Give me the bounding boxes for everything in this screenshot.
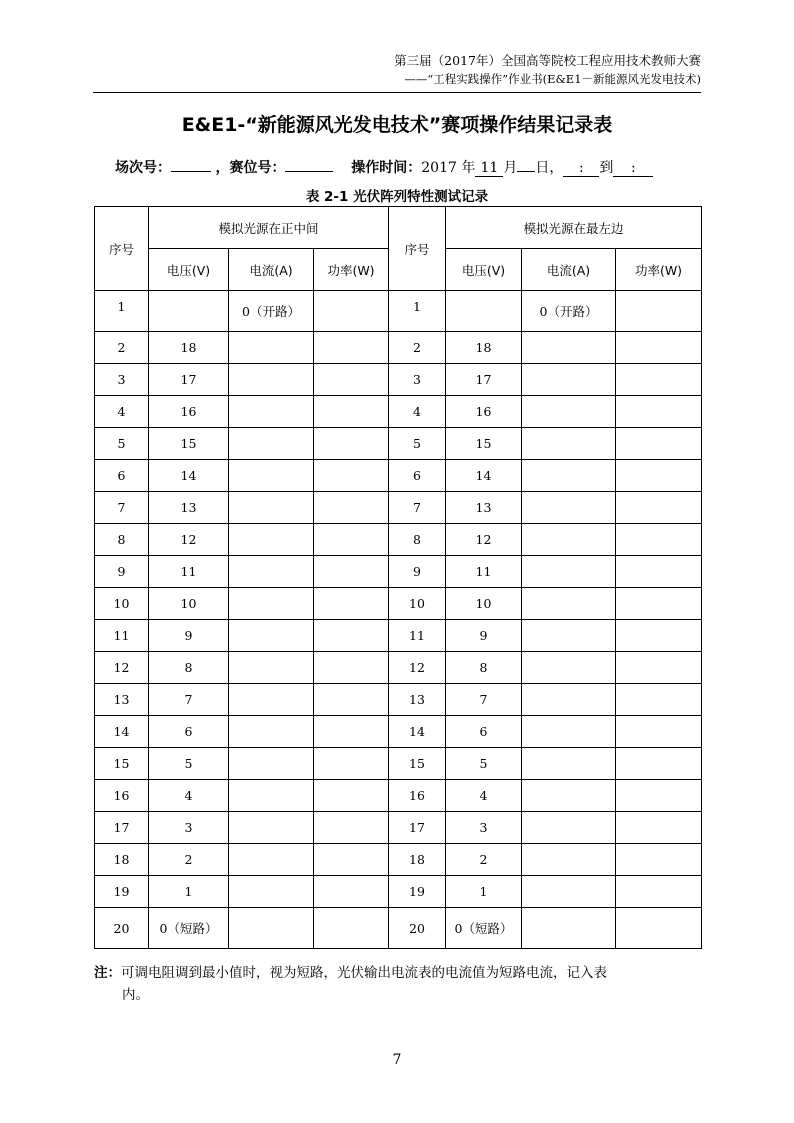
seq-cell-right: 13 [389, 684, 446, 716]
current-cell-right [522, 428, 616, 460]
power-cell-right[interactable] [616, 588, 702, 620]
voltage-cell-left: 18 [149, 332, 229, 364]
power-cell-right[interactable] [616, 492, 702, 524]
current-cell-left [229, 428, 314, 460]
current-cell-right [522, 844, 616, 876]
current-cell-left [229, 492, 314, 524]
seq-cell-left: 18 [95, 844, 149, 876]
table-row [95, 492, 702, 524]
current-cell-left [229, 844, 314, 876]
current-cell-right: 0（开路） [522, 291, 616, 332]
power-cell-right[interactable] [616, 460, 702, 492]
current-cell-left [229, 780, 314, 812]
table-row [95, 620, 702, 652]
current-cell-left [229, 524, 314, 556]
table-row [95, 428, 702, 460]
power-cell-right[interactable] [616, 716, 702, 748]
power-header: 功率(W) [314, 249, 389, 291]
power-cell-left[interactable] [314, 588, 389, 620]
end-time-sep: : [631, 160, 636, 176]
current-cell-left [229, 332, 314, 364]
voltage-cell-right: 7 [446, 684, 522, 716]
voltage-cell-left: 5 [149, 748, 229, 780]
power-cell-left[interactable] [314, 524, 389, 556]
voltage-cell-right: 1 [446, 876, 522, 908]
power-header: 功率(W) [616, 249, 702, 291]
current-header: 电流(A) [522, 249, 616, 291]
seq-cell-left: 17 [95, 812, 149, 844]
table-row [95, 812, 702, 844]
seq-cell-right: 18 [389, 844, 446, 876]
table-caption: 表 2-1 光伏阵列特性测试记录 [305, 189, 489, 205]
current-cell-right [522, 524, 616, 556]
seq-cell-right: 14 [389, 716, 446, 748]
note-text: 可调电阻调到最小值时，视为短路，光伏输出电流表的电流值为短路电流，记入表 [121, 965, 607, 981]
power-cell-right[interactable] [616, 748, 702, 780]
current-cell-right [522, 652, 616, 684]
power-cell-left[interactable] [314, 684, 389, 716]
power-cell-left[interactable] [314, 844, 389, 876]
day-unit: 日， [535, 160, 564, 176]
current-cell-right [522, 364, 616, 396]
voltage-cell-right: 9 [446, 620, 522, 652]
power-cell-right[interactable] [616, 876, 702, 908]
voltage-cell-right: 12 [446, 524, 522, 556]
current-cell-left [229, 588, 314, 620]
seq-cell-left: 3 [95, 364, 149, 396]
current-cell-left [229, 460, 314, 492]
voltage-cell-left: 9 [149, 620, 229, 652]
seq-cell-right: 19 [389, 876, 446, 908]
voltage-cell-left: 10 [149, 588, 229, 620]
page-header [394, 52, 701, 88]
table-row [95, 396, 702, 428]
header-line-2: ——“工程实践操作”作业书(E&E1－新能源风光发电技术) [404, 72, 701, 86]
current-cell-left [229, 876, 314, 908]
seq-cell-right: 16 [389, 780, 446, 812]
current-cell-right [522, 684, 616, 716]
power-cell-left[interactable] [314, 332, 389, 364]
current-cell-right [522, 780, 616, 812]
start-time-sep: : [579, 160, 584, 176]
voltage-cell-left: 4 [149, 780, 229, 812]
start-time-blank[interactable] [563, 160, 599, 177]
voltage-cell-left: 15 [149, 428, 229, 460]
power-cell-right[interactable] [616, 780, 702, 812]
session-info-line [115, 155, 653, 177]
seq-cell-left: 11 [95, 620, 149, 652]
table-row [95, 716, 702, 748]
voltage-header: 电压(V) [446, 249, 522, 291]
seq-cell-right: 6 [389, 460, 446, 492]
power-cell-left[interactable] [314, 291, 389, 332]
voltage-cell-left: 1 [149, 876, 229, 908]
seq-cell-left: 10 [95, 588, 149, 620]
voltage-cell-left: 8 [149, 652, 229, 684]
seq-cell-right: 2 [389, 332, 446, 364]
current-cell-right [522, 748, 616, 780]
voltage-cell-right: 10 [446, 588, 522, 620]
power-cell-left[interactable] [314, 364, 389, 396]
seq-cell-left: 16 [95, 780, 149, 812]
voltage-cell-right: 0（短路） [446, 908, 522, 949]
voltage-cell-right: 2 [446, 844, 522, 876]
power-cell-left[interactable] [314, 716, 389, 748]
voltage-cell-right: 17 [446, 364, 522, 396]
seq-cell-left: 4 [95, 396, 149, 428]
table-row [95, 748, 702, 780]
voltage-cell-left: 12 [149, 524, 229, 556]
current-cell-left [229, 364, 314, 396]
power-cell-right[interactable] [616, 524, 702, 556]
seq-cell-left: 15 [95, 748, 149, 780]
to-text: 到 [599, 160, 614, 176]
current-cell-right [522, 908, 616, 949]
seq-cell-left: 20 [95, 908, 149, 949]
seq-cell-left: 14 [95, 716, 149, 748]
voltage-cell-left: 13 [149, 492, 229, 524]
power-cell-left[interactable] [314, 396, 389, 428]
voltage-cell-right: 3 [446, 812, 522, 844]
header-line-1: 第三届（2017年）全国高等院校工程应用技术教师大赛 [394, 53, 701, 68]
voltage-cell-right: 6 [446, 716, 522, 748]
current-cell-left [229, 684, 314, 716]
seq-cell-right: 1 [389, 291, 446, 332]
pv-test-record-table [94, 206, 702, 949]
power-cell-left[interactable] [314, 556, 389, 588]
voltage-cell-right: 5 [446, 748, 522, 780]
table-row [95, 652, 702, 684]
page-number: 7 [392, 1052, 402, 1068]
voltage-cell-right: 14 [446, 460, 522, 492]
table-row [95, 291, 702, 332]
current-cell-left [229, 812, 314, 844]
header-rule [93, 92, 701, 93]
venue-label: 场次号： [115, 160, 171, 176]
venue-blank[interactable] [171, 155, 211, 172]
power-cell-left[interactable] [314, 780, 389, 812]
current-cell-left [229, 396, 314, 428]
current-cell-left [229, 556, 314, 588]
seq-cell-right: 9 [389, 556, 446, 588]
power-cell-right[interactable] [616, 332, 702, 364]
voltage-cell-left: 16 [149, 396, 229, 428]
voltage-cell-right: 4 [446, 780, 522, 812]
power-cell-right[interactable] [616, 652, 702, 684]
group-header-center: 模拟光源在正中间 [149, 207, 389, 249]
seq-cell-right: 4 [389, 396, 446, 428]
group-header-left-most: 模拟光源在最左边 [446, 207, 702, 249]
voltage-cell-left: 14 [149, 460, 229, 492]
note [94, 962, 704, 1006]
voltage-cell-left: 2 [149, 844, 229, 876]
voltage-cell-right: 15 [446, 428, 522, 460]
voltage-cell-right: 18 [446, 332, 522, 364]
year-text: 2017 年 [421, 160, 476, 176]
voltage-cell-left: 7 [149, 684, 229, 716]
table-row [95, 332, 702, 364]
table-row [95, 556, 702, 588]
current-cell-right [522, 396, 616, 428]
table-row [95, 524, 702, 556]
voltage-cell-left: 0（短路） [149, 908, 229, 949]
current-cell-right [522, 620, 616, 652]
seq-cell-right: 17 [389, 812, 446, 844]
current-cell-right [522, 812, 616, 844]
current-cell-left: 0（开路） [229, 291, 314, 332]
current-cell-left [229, 716, 314, 748]
voltage-cell-right: 13 [446, 492, 522, 524]
current-header: 电流(A) [229, 249, 314, 291]
power-cell-left[interactable] [314, 492, 389, 524]
voltage-cell-left [149, 291, 229, 332]
table-row [95, 780, 702, 812]
time-label: 操作时间： [351, 160, 422, 176]
seq-cell-right: 12 [389, 652, 446, 684]
seq-cell-right: 20 [389, 908, 446, 949]
seq-cell-left: 7 [95, 492, 149, 524]
seq-cell-left: 9 [95, 556, 149, 588]
power-cell-left[interactable] [314, 652, 389, 684]
seq-cell-left: 2 [95, 332, 149, 364]
table-row [95, 844, 702, 876]
seat-label: ，赛位号： [215, 160, 286, 176]
day-blank[interactable] [517, 155, 535, 172]
end-time-blank[interactable] [613, 160, 653, 177]
seq-cell-left: 1 [95, 291, 149, 332]
power-cell-left[interactable] [314, 428, 389, 460]
seq-cell-left: 8 [95, 524, 149, 556]
power-cell-right[interactable] [616, 908, 702, 949]
current-cell-right [522, 460, 616, 492]
power-cell-right[interactable] [616, 428, 702, 460]
power-cell-right[interactable] [616, 844, 702, 876]
power-cell-right[interactable] [616, 812, 702, 844]
seq-cell-left: 13 [95, 684, 149, 716]
seq-cell-left: 6 [95, 460, 149, 492]
seq-cell-right: 5 [389, 428, 446, 460]
voltage-cell-right: 11 [446, 556, 522, 588]
current-cell-left [229, 652, 314, 684]
month-blank[interactable]: 11 [475, 160, 503, 177]
table-row [95, 588, 702, 620]
power-cell-right[interactable] [616, 556, 702, 588]
seq-header-left: 序号 [95, 207, 149, 291]
seq-cell-left: 5 [95, 428, 149, 460]
page-title: E&E1-“新能源风光发电技术”赛项操作结果记录表 [181, 114, 613, 136]
power-cell-left[interactable] [314, 908, 389, 949]
seq-cell-right: 10 [389, 588, 446, 620]
note-label: 注： [94, 965, 121, 981]
power-cell-left[interactable] [314, 876, 389, 908]
seq-cell-left: 19 [95, 876, 149, 908]
month-unit: 月 [503, 160, 518, 176]
power-cell-right[interactable] [616, 396, 702, 428]
current-cell-right [522, 492, 616, 524]
seq-cell-left: 12 [95, 652, 149, 684]
power-cell-left[interactable] [314, 460, 389, 492]
voltage-cell-right: 16 [446, 396, 522, 428]
voltage-cell-right: 8 [446, 652, 522, 684]
current-cell-right [522, 716, 616, 748]
power-cell-right[interactable] [616, 684, 702, 716]
power-cell-left[interactable] [314, 812, 389, 844]
seat-blank[interactable] [285, 155, 333, 172]
seq-header-right: 序号 [389, 207, 446, 291]
power-cell-right[interactable] [616, 620, 702, 652]
seq-cell-right: 11 [389, 620, 446, 652]
power-cell-left[interactable] [314, 748, 389, 780]
current-cell-right [522, 332, 616, 364]
voltage-cell-left: 11 [149, 556, 229, 588]
voltage-cell-left: 6 [149, 716, 229, 748]
seq-cell-right: 7 [389, 492, 446, 524]
power-cell-right[interactable] [616, 364, 702, 396]
current-cell-left [229, 908, 314, 949]
table-row [95, 876, 702, 908]
voltage-header: 电压(V) [149, 249, 229, 291]
current-cell-left [229, 620, 314, 652]
table-row [95, 460, 702, 492]
voltage-cell-left: 3 [149, 812, 229, 844]
current-cell-left [229, 748, 314, 780]
voltage-cell-left: 17 [149, 364, 229, 396]
voltage-cell-right [446, 291, 522, 332]
seq-cell-right: 3 [389, 364, 446, 396]
power-cell-right[interactable] [616, 291, 702, 332]
table-row [95, 364, 702, 396]
table-row [95, 908, 702, 949]
current-cell-right [522, 876, 616, 908]
seq-cell-right: 15 [389, 748, 446, 780]
current-cell-right [522, 556, 616, 588]
note-text-continued: 内。 [122, 987, 149, 1003]
current-cell-right [522, 588, 616, 620]
power-cell-left[interactable] [314, 620, 389, 652]
table-row [95, 684, 702, 716]
seq-cell-right: 8 [389, 524, 446, 556]
